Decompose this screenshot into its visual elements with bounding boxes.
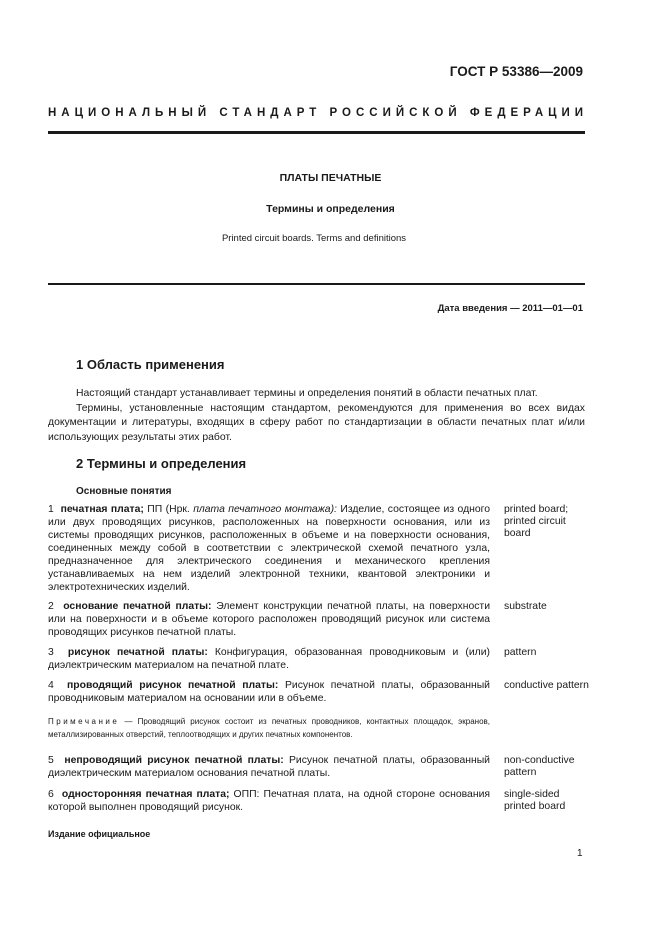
subsection-heading: Основные понятия	[76, 486, 172, 497]
deprecated-term: плата печатного монтажа):	[193, 504, 337, 515]
term-number: 5	[48, 755, 54, 766]
document-title: ПЛАТЫ ПЕЧАТНЫЕ	[279, 172, 382, 184]
term-entry-1	[48, 503, 490, 594]
english-title: Printed circuit boards. Terms and definitions	[221, 233, 407, 244]
section-1-paragraph: Термины, установленные настоящим стандартом, рекомендуются для применения во всех видах документации и литературы, входящих в сферу работ по стандартизации в области печатных плат и/или использующих результаты этих работ.	[48, 402, 585, 443]
section-1-paragraph: Настоящий стандарт устанавливает термины и определения понятий в области печатных плат.	[76, 388, 538, 399]
term-definition: Рисунок печатной платы, образованный диэлектрическим материалом основания печатной платы.	[48, 755, 490, 779]
term-entry-2	[48, 600, 490, 639]
term-number: 3	[48, 647, 54, 658]
term-name: печатная плата;	[60, 504, 144, 515]
section-1-heading: 1 Область применения	[76, 357, 225, 372]
term-definition: Изделие, состоящее из одного или двух проводящих рисунков, расположенных на поверхности основания, или из системы проводящих рисунков, расположенных в объеме и на поверхности основания, соединенных между собой в соответствии с электрической схемой печатного узла, предназначенное для электрического соединения и механического крепления устанавливаемых на нем изделий электронной техники, квантовой электроники и электротехнических изделий.	[48, 504, 490, 593]
note-text: — Проводящий рисунок состоит из печатных проводников, контактных площадок, экранов, металлизированных отверстий, теплоотводящих и других печатных компонентов.	[48, 717, 490, 739]
term-number: 2	[48, 601, 54, 612]
term-entry-3	[48, 646, 490, 672]
intro-date: Дата введения — 2011—01—01	[437, 303, 583, 314]
term-name: непроводящий рисунок печатной платы:	[64, 755, 284, 766]
term-number: 4	[48, 680, 54, 691]
note-label: Примечание	[48, 717, 120, 726]
term-english-6: single-sided printed board	[504, 789, 566, 812]
term-english-5: non-conductive pattern	[504, 755, 575, 778]
header-rule	[48, 131, 585, 134]
term-definition: ОПП: Печатная плата, на одной стороне основания которой выполнен проводящий рисунок.	[48, 789, 490, 813]
standard-number: ГОСТ Р 53386—2009	[449, 64, 583, 79]
term-number: 1	[48, 504, 54, 515]
document-subtitle: Термины и определения	[266, 203, 395, 215]
term-name: рисунок печатной платы:	[67, 647, 208, 658]
national-standard-banner: НАЦИОНАЛЬНЫЙ СТАНДАРТ РОССИЙСКОЙ ФЕДЕРАЦИИ	[48, 107, 589, 119]
term-definition: Рисунок печатной платы, образованный проводниковым материалом на основании или в объеме.	[48, 680, 490, 704]
term-definition: Элемент конструкции печатной платы, на поверхности или на поверхности и в объеме которого расположен проводящий рисунок или система проводящих рисунков печатной платы.	[48, 601, 490, 638]
term-name: односторонняя печатная плата;	[61, 789, 230, 800]
section-1-body	[48, 387, 585, 445]
title-rule	[48, 283, 585, 285]
term-name: основание печатной платы:	[63, 601, 212, 612]
term-definition: Конфигурация, образованная проводниковым и (или) диэлектрическим материалом на печатной плате.	[48, 647, 490, 671]
term-english-1: printed board; printed circuit board	[504, 504, 569, 539]
term-entry-4	[48, 679, 490, 705]
note	[48, 716, 490, 741]
term-entry-6	[48, 788, 490, 814]
official-edition: Издание официальное	[48, 829, 151, 839]
term-entry-5	[48, 754, 490, 780]
term-abbreviation: ПП (Нрк.	[143, 504, 194, 515]
term-english-2: substrate	[504, 601, 547, 612]
term-number: 6	[48, 789, 54, 800]
term-english-3: pattern	[504, 647, 537, 658]
page-number: 1	[577, 848, 583, 859]
section-2-heading: 2 Термины и определения	[76, 456, 247, 471]
term-name: проводящий рисунок печатной платы:	[67, 680, 279, 691]
term-english-4: conductive pattern	[504, 680, 589, 691]
